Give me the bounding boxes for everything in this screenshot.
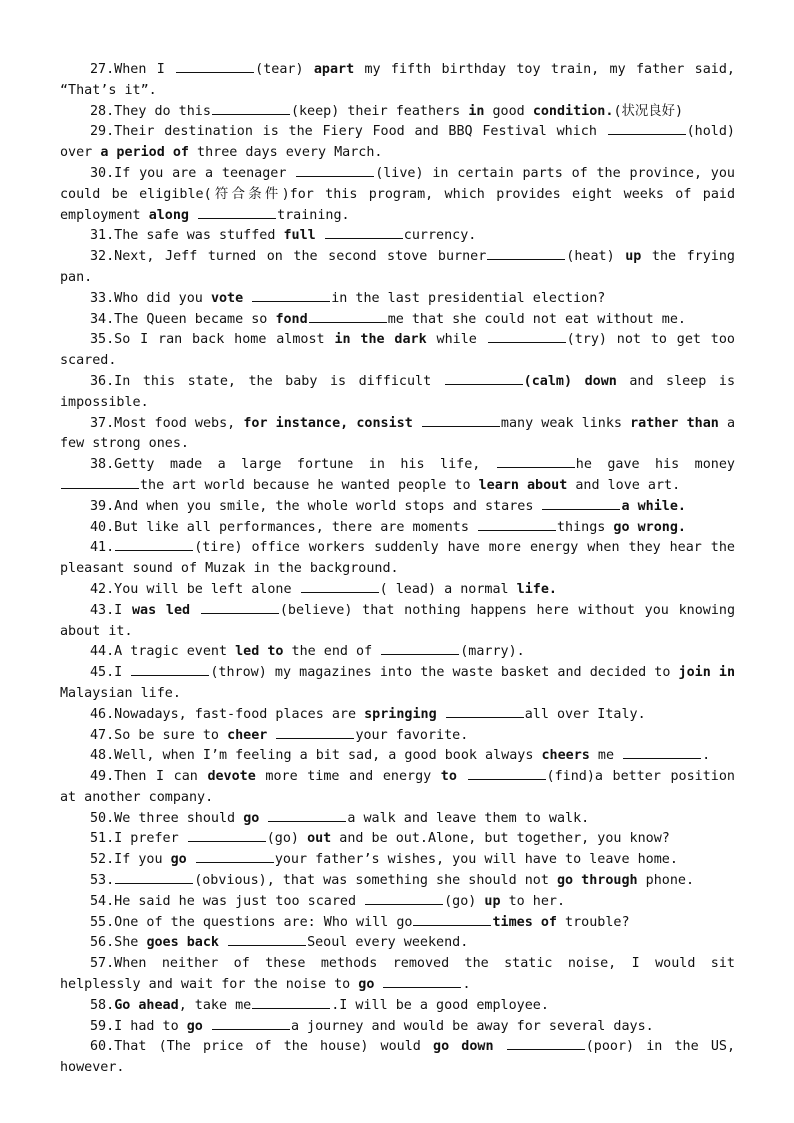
- item-text: 34.The Queen became so: [90, 311, 276, 327]
- answer-blank[interactable]: [115, 538, 193, 551]
- key-phrase: springing: [364, 706, 437, 722]
- exercise-item-60: [60, 1037, 735, 1079]
- exercise-item-56: [60, 933, 735, 954]
- item-text: (go): [444, 893, 485, 909]
- item-text: 45.I: [90, 665, 131, 681]
- item-text: 27.When I: [90, 62, 176, 77]
- key-phrase: learn about: [478, 477, 568, 493]
- item-text: 44.A tragic event: [90, 644, 236, 660]
- answer-blank[interactable]: [115, 871, 193, 884]
- item-text: 49.Then I can: [90, 769, 208, 785]
- exercise-item-49: [60, 767, 735, 809]
- item-text: 28.They do this: [90, 103, 211, 119]
- key-phrase: life.: [516, 581, 557, 597]
- key-phrase: led to: [235, 644, 284, 660]
- exercise-item-28: [60, 102, 735, 123]
- item-text: (hold) over: [60, 124, 735, 161]
- answer-blank[interactable]: [131, 663, 209, 676]
- item-text: the frying pan.: [60, 249, 735, 285]
- exercise-item-33: [60, 289, 735, 310]
- item-text: good: [484, 103, 533, 119]
- item-text: (tear): [255, 62, 314, 77]
- answer-blank[interactable]: [365, 892, 443, 905]
- answer-blank[interactable]: [507, 1037, 585, 1050]
- answer-blank[interactable]: [252, 996, 330, 1009]
- key-phrase: Go ahead: [114, 997, 179, 1013]
- key-phrase: rather than: [630, 415, 719, 431]
- item-text: [457, 769, 467, 784]
- exercise-item-41: [60, 538, 735, 580]
- item-text: [494, 1039, 506, 1054]
- key-phrase: go wrong.: [613, 519, 686, 535]
- exercise-item-31: [60, 226, 735, 247]
- item-text: 41.: [90, 540, 115, 556]
- item-text: 53.: [90, 873, 115, 889]
- key-phrase: for instance,: [243, 415, 349, 431]
- exercise-item-59: [60, 1017, 735, 1038]
- item-text: (obvious), that was something she should not: [194, 873, 557, 889]
- item-text: 58.: [90, 997, 115, 1013]
- item-text: currency.: [403, 228, 477, 244]
- key-phrase: go: [358, 977, 375, 993]
- item-text: trouble?: [556, 914, 630, 930]
- item-text: (poor) in the US, however.: [60, 1039, 736, 1076]
- answer-blank[interactable]: [212, 102, 290, 115]
- exercise-item-44: [60, 642, 735, 663]
- exercise-item-40: [60, 518, 735, 539]
- item-text: (live) in certain parts of the province, you could be eligible(符合条件)for this program, which provides eight weeks of paid employment: [60, 165, 735, 223]
- item-text: 59.I had to: [90, 1018, 187, 1034]
- answer-blank[interactable]: [296, 164, 374, 177]
- item-text: a walk and leave them to walk.: [347, 810, 590, 826]
- key-phrase: go: [243, 810, 260, 826]
- item-text: all over Italy.: [524, 706, 646, 722]
- answer-blank[interactable]: [383, 975, 461, 988]
- item-text: 29.Their destination is the Fiery Food and BBQ Festival which: [90, 124, 607, 140]
- key-phrase: join in: [678, 665, 736, 681]
- item-text: 36.In this state, the baby is difficult: [90, 373, 444, 389]
- item-text: .: [702, 748, 711, 764]
- item-text: 60.That (The price of the house) would: [90, 1039, 434, 1055]
- item-text: me: [589, 748, 623, 764]
- item-text: 47.So be sure to: [90, 727, 228, 743]
- key-phrase: devote: [207, 769, 256, 785]
- answer-blank[interactable]: [276, 726, 354, 739]
- exercise-item-45: [60, 663, 735, 705]
- exercise-item-53: [60, 871, 735, 892]
- exercise-item-43: [60, 601, 735, 643]
- item-text: [259, 811, 267, 826]
- answer-blank[interactable]: [196, 850, 274, 863]
- key-phrase: to: [440, 769, 457, 785]
- item-text: 46.Nowadays, fast-food places are: [90, 706, 365, 722]
- item-text: while: [426, 332, 487, 348]
- item-text: (tire) office workers suddenly have more energy when they hear the pleasant sound of Muzak in the background.: [60, 540, 735, 577]
- key-phrase: down: [584, 373, 617, 389]
- key-phrase: up: [484, 893, 501, 909]
- item-text: 43.I: [90, 602, 132, 618]
- item-text: 51.I prefer: [90, 831, 187, 847]
- key-phrase: fond: [275, 311, 308, 327]
- item-text: a few strong ones.: [60, 415, 736, 452]
- item-text: [572, 374, 585, 389]
- item-text: your father’s wishes, you will have to leave home.: [274, 852, 678, 868]
- item-text: [437, 707, 445, 722]
- key-phrase: condition.: [532, 103, 614, 119]
- answer-blank[interactable]: [61, 476, 139, 489]
- item-text: 48.Well, when I’m feeling a bit sad, a good book always: [90, 748, 542, 764]
- exercise-item-30: [60, 164, 735, 226]
- answer-blank[interactable]: [445, 372, 523, 385]
- key-phrase: a period of: [100, 145, 189, 161]
- item-text: (believe) that nothing happens here without you knowing about it.: [60, 602, 736, 639]
- exercise-item-46: [60, 705, 735, 726]
- item-text: and be out.Alone, but together, you know?: [331, 831, 670, 847]
- exercise-item-50: [60, 809, 735, 830]
- item-text: 40.But like all performances, there are moments: [90, 519, 477, 535]
- item-text: [190, 603, 200, 618]
- item-text: your favorite.: [355, 727, 469, 743]
- item-text: (throw) my magazines into the waste basket and decided to: [210, 665, 679, 681]
- key-phrase: times of: [492, 914, 557, 930]
- item-text: me that she could not eat without me.: [387, 311, 686, 327]
- item-text: , take me: [178, 997, 252, 1013]
- answer-blank[interactable]: [487, 247, 565, 260]
- key-phrase: cheer: [227, 727, 268, 743]
- item-text: 54.He said he was just too scared: [90, 893, 365, 909]
- item-text: .: [462, 977, 471, 993]
- answer-blank[interactable]: [325, 226, 403, 239]
- item-text: 42.You will be left alone: [90, 581, 300, 597]
- item-text: in the last presidential election?: [331, 290, 606, 306]
- key-phrase: (calm): [523, 373, 573, 389]
- answer-blank[interactable]: [608, 122, 686, 135]
- key-phrase: go down: [433, 1039, 494, 1055]
- exercise-item-52: [60, 850, 735, 871]
- answer-blank[interactable]: [176, 60, 254, 73]
- exercise-item-42: [60, 580, 735, 601]
- exercise-item-58: [60, 996, 735, 1017]
- key-phrase: goes back: [146, 935, 219, 951]
- item-text: my fifth birthday toy train, my father said, “That’s it”.: [60, 62, 735, 98]
- item-text: [219, 935, 227, 950]
- item-text: (heat): [566, 249, 626, 265]
- key-phrase: go: [170, 852, 187, 868]
- answer-blank[interactable]: [478, 518, 556, 531]
- item-text: [189, 208, 197, 223]
- item-text: 50.We three should: [90, 810, 244, 826]
- item-text: to her.: [500, 893, 566, 909]
- item-text: he gave his money: [575, 457, 735, 473]
- key-phrase: full: [283, 228, 316, 244]
- answer-blank[interactable]: [252, 289, 330, 302]
- item-text: phone.: [637, 873, 695, 889]
- exercise-item-57: [60, 954, 735, 996]
- item-text: 33.Who did you: [90, 290, 211, 306]
- item-text: three days every March.: [189, 145, 383, 161]
- item-text: 52.If you: [90, 852, 171, 868]
- exercise-item-29: [60, 122, 735, 164]
- exercise-item-48: [60, 746, 735, 767]
- item-text: [413, 416, 421, 431]
- exercise-item-32: [60, 247, 735, 289]
- answer-blank[interactable]: [301, 580, 379, 593]
- key-phrase: apart: [313, 62, 355, 77]
- item-text: a journey and would be away for several days.: [290, 1018, 654, 1034]
- item-text: (keep) their feathers: [290, 103, 469, 119]
- item-text: 39.And when you smile, the whole world stops and stares: [90, 498, 542, 514]
- exercise-list: [60, 60, 735, 1079]
- item-text: 38.Getty made a large fortune in his life,: [90, 457, 496, 473]
- item-text: ( lead) a normal: [379, 581, 517, 597]
- item-text: Seoul every weekend.: [307, 935, 469, 951]
- item-text: (状况良好): [613, 103, 684, 119]
- key-phrase: go: [186, 1018, 203, 1034]
- item-text: .I will be a good employee.: [331, 997, 549, 1013]
- exercise-item-36: [60, 372, 735, 414]
- item-text: Malaysian life.: [60, 685, 181, 701]
- item-text: many weak links: [500, 415, 631, 431]
- key-phrase: in: [468, 103, 485, 119]
- answer-blank[interactable]: [212, 1017, 290, 1030]
- item-text: 57.When neither of these methods removed the static noise, I would sit helplessly and wait for the noise to: [60, 956, 735, 993]
- item-text: and sleep is impossible.: [60, 373, 736, 410]
- answer-blank[interactable]: [468, 767, 546, 780]
- item-text: 55.One of the questions are: Who will go: [90, 914, 413, 930]
- answer-blank[interactable]: [422, 414, 500, 427]
- answer-blank[interactable]: [497, 455, 575, 468]
- item-text: 30.If you are a teenager: [90, 165, 296, 181]
- item-text: 31.The safe was stuffed: [90, 228, 284, 244]
- answer-blank[interactable]: [188, 829, 266, 842]
- exercise-item-37: [60, 414, 735, 456]
- key-phrase: was led: [132, 602, 191, 618]
- answer-blank[interactable]: [201, 601, 279, 614]
- answer-blank[interactable]: [413, 913, 491, 926]
- item-text: [374, 977, 382, 992]
- item-text: the art world because he wanted people to: [140, 477, 479, 493]
- exercise-item-54: [60, 892, 735, 913]
- key-phrase: out: [307, 831, 332, 847]
- key-phrase: in the dark: [334, 332, 427, 348]
- answer-blank[interactable]: [446, 705, 524, 718]
- exercise-item-27: [60, 60, 735, 102]
- item-text: (find)a better position at another company.: [60, 769, 735, 805]
- answer-blank[interactable]: [309, 310, 387, 323]
- key-phrase: consist: [356, 415, 413, 431]
- item-text: the end of: [283, 644, 381, 660]
- exercise-item-34: [60, 310, 735, 331]
- item-text: 56.She: [90, 935, 147, 951]
- key-phrase: cheers: [541, 748, 590, 764]
- item-text: (marry).: [460, 644, 525, 660]
- item-text: (go): [266, 831, 308, 847]
- item-text: 37.Most food webs,: [90, 415, 244, 431]
- key-phrase: up: [625, 249, 642, 265]
- item-text: things: [556, 519, 614, 535]
- item-text: [187, 852, 195, 867]
- item-text: more time and energy: [255, 769, 441, 785]
- exercise-item-55: [60, 913, 735, 934]
- exercise-item-38: [60, 455, 735, 497]
- exercise-item-39: [60, 497, 735, 518]
- item-text: (try) not to get too scared.: [60, 332, 735, 369]
- answer-blank[interactable]: [623, 746, 701, 759]
- answer-blank[interactable]: [381, 642, 459, 655]
- key-phrase: vote: [210, 290, 244, 306]
- key-phrase: along: [148, 207, 189, 223]
- item-text: [243, 291, 251, 306]
- item-text: 35.So I ran back home almost: [90, 332, 335, 348]
- answer-blank[interactable]: [488, 330, 566, 343]
- answer-blank[interactable]: [228, 933, 306, 946]
- exercise-item-47: [60, 726, 735, 747]
- item-text: and love art.: [567, 477, 681, 493]
- item-text: [316, 228, 324, 243]
- key-phrase: a while.: [621, 498, 686, 514]
- item-text: [203, 1019, 211, 1034]
- exercise-item-51: [60, 829, 735, 850]
- answer-blank[interactable]: [198, 206, 276, 219]
- key-phrase: go through: [556, 873, 638, 889]
- answer-blank[interactable]: [268, 809, 346, 822]
- answer-blank[interactable]: [542, 497, 620, 510]
- item-text: training.: [277, 207, 350, 223]
- item-text: [267, 728, 275, 743]
- exercise-item-35: [60, 330, 735, 372]
- item-text: 32.Next, Jeff turned on the second stove burner: [90, 249, 487, 265]
